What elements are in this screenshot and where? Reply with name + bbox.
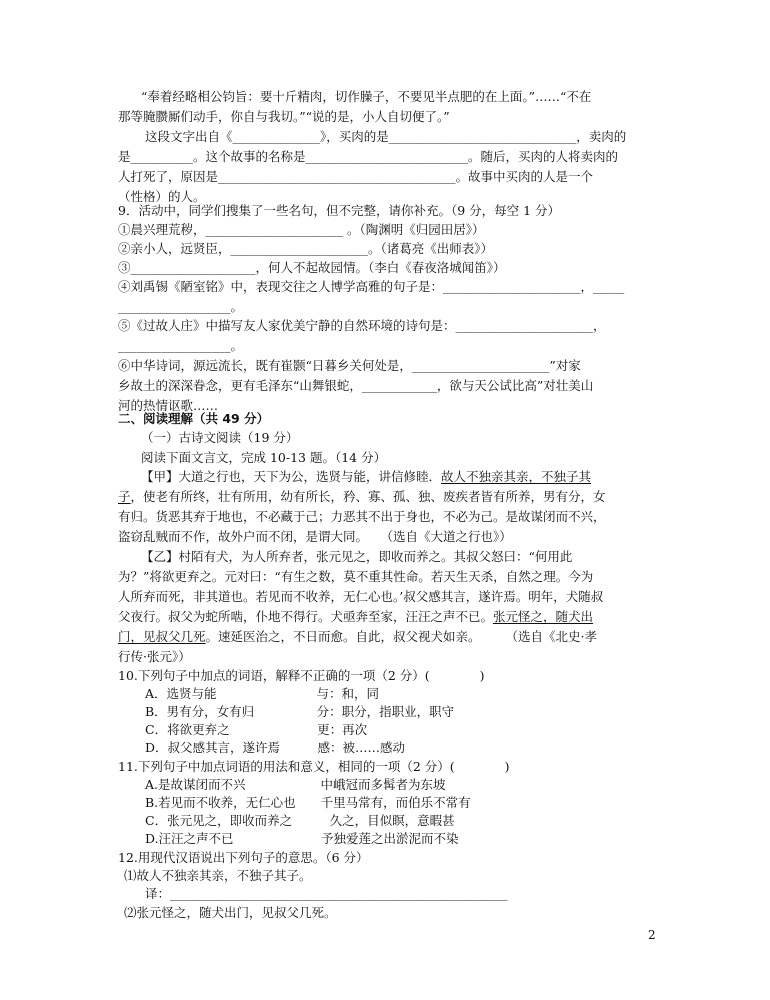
text-line bbox=[118, 201, 560, 221]
line-text: ④刘禹锡《陋室铭》中，表现交往之人博学高雅的句子是：______________________，_____ bbox=[118, 279, 625, 294]
line-text: __________________。 bbox=[118, 338, 244, 353]
text-line bbox=[118, 297, 243, 317]
line-text-rest: 。速延医治之，不日而愈。自此，叔父视犬如亲。 （选自《北史·孝 bbox=[205, 629, 597, 644]
line-text: 是__________。这个故事的名称是__________________________。随后，买肉的人将卖肉的 bbox=[118, 149, 619, 164]
line-text: “奉着经略相公钧旨：要十斤精肉，切作臊子，不要见半点肥的在上面。”……“不在 bbox=[141, 89, 592, 104]
underlined-text: 张元怪之，随犬出 bbox=[493, 609, 594, 624]
text-line bbox=[118, 376, 593, 396]
line-text: （性格）的人。 bbox=[118, 189, 206, 204]
line-text: ①晨兴理荒秽，______________________ 。（陶渊明《归园田居》） bbox=[118, 222, 485, 237]
text-line bbox=[118, 356, 581, 376]
text-line bbox=[141, 467, 591, 487]
line-text: 【甲】大道之行也，天下为公，选贤与能，讲信修睦． bbox=[141, 469, 442, 484]
line-text: A．选贤与能 与：和，同 bbox=[145, 686, 380, 701]
page-number: 2 bbox=[648, 928, 656, 942]
text-line bbox=[141, 428, 298, 448]
underlined-text: 故人不独亲其亲，不独子其 bbox=[441, 469, 592, 484]
line-text: 12.用现代汉语说出下列句子的意思。（6 分） bbox=[118, 850, 369, 865]
line-text: 父夜行。叔父为蛇所啮，仆地不得行。犬亟奔至家，汪汪之声不已。 bbox=[118, 609, 494, 624]
line-text: 这段文字出自《______________》，买肉的是______________________________，卖肉的 bbox=[145, 129, 627, 144]
text-line bbox=[118, 757, 510, 777]
line-text: B.若见而不收养，无仁心也 千里马常有，而伯乐不常有 bbox=[145, 795, 471, 810]
line-text: D.汪汪之声不已 予独爱莲之出淤泥而不染 bbox=[145, 831, 459, 846]
line-text: 那等腌臜厮们动手，你自与我切。”“说的是，小人自切便了。” bbox=[118, 109, 450, 124]
line-text: 为？”将欲更弃之。元对曰：“有生之数，莫不重其性命。若天生天杀，自然之理。今为 bbox=[118, 569, 594, 584]
line-text: 【乙】村陌有犬，为人所弃者，张元见之，即收而养之。其叔父怒曰：“何用此 bbox=[141, 549, 573, 564]
text-line bbox=[124, 866, 312, 886]
text-line bbox=[118, 277, 624, 297]
text-line bbox=[118, 409, 269, 429]
text-line bbox=[145, 811, 455, 831]
text-line bbox=[141, 448, 386, 468]
text-line bbox=[141, 87, 591, 107]
text-line bbox=[145, 720, 367, 740]
text-line bbox=[145, 738, 405, 758]
text-line bbox=[118, 316, 606, 336]
line-text-rest: ，使老有所终，壮有所用，幼有所长，矜、寡、孤、独、废疾者皆有所养，男有分，女 bbox=[130, 489, 606, 504]
line-text: 行传·张元》） bbox=[118, 649, 191, 664]
text-line bbox=[145, 127, 626, 147]
text-line bbox=[118, 167, 593, 187]
text-line bbox=[118, 647, 191, 667]
text-line bbox=[118, 567, 593, 587]
text-line bbox=[145, 884, 508, 904]
text-line bbox=[118, 220, 484, 240]
text-line bbox=[118, 147, 618, 167]
line-text: ⑤《过故人庄》中描写友人家优美宁静的自然环境的诗句是：______________________， bbox=[118, 318, 606, 333]
line-text: 9．活动中，同学们搜集了一些名句，但不完整，请你补充。（9 分，每空 1 分） bbox=[118, 203, 561, 218]
line-text: 译：______________________________________________________ bbox=[145, 886, 508, 901]
text-line bbox=[118, 607, 593, 627]
line-text: __________________。 bbox=[118, 299, 244, 314]
line-text: ⑴故人不独亲其亲，不独子其子。 bbox=[124, 868, 312, 883]
line-text: 11.下列句子中加点词语的用法和意义，相同的一项（2 分）( ) bbox=[118, 759, 510, 774]
line-text: D．叔父感其言，遂许焉 感：被……感动 bbox=[145, 740, 406, 755]
line-text: B．男有分，女有归 分：职分，指职业，职守 bbox=[145, 704, 455, 719]
line-text: 10.下列句子中加点的词语，解释不正确的一项（2 分）( ) bbox=[118, 668, 485, 683]
text-line bbox=[145, 793, 471, 813]
text-line bbox=[118, 107, 450, 127]
text-line bbox=[118, 666, 485, 686]
text-line bbox=[145, 684, 379, 704]
line-text: 阅读下面文言文，完成 10-13 题。（14 分） bbox=[141, 450, 387, 465]
text-line bbox=[118, 258, 506, 278]
line-text: A.是故谋闭而不兴 中峨冠而多髯者为东坡 bbox=[145, 777, 446, 792]
line-text: 二、阅读理解（共 49 分） bbox=[118, 411, 270, 426]
text-line bbox=[145, 775, 446, 795]
line-text: 盗窃乱贼而不作，故外户而不闭，是谓大同。 （选自《大道之行也》） bbox=[118, 529, 512, 544]
text-line bbox=[118, 239, 493, 259]
underlined-text: 门，见叔父几死 bbox=[118, 629, 206, 644]
line-text: ③____________________，何人不起故园情。（李白《春夜洛城闻笛》） bbox=[118, 260, 506, 275]
text-line bbox=[141, 547, 572, 567]
line-text: 有归。货恶其弃于地也，不必藏于己；力恶其不出于身也，不必为己。是故谋闭而不兴， bbox=[118, 509, 606, 524]
line-text: 河的热情讴歌…… bbox=[118, 398, 219, 413]
text-line bbox=[145, 829, 459, 849]
text-line bbox=[118, 336, 243, 356]
underlined-text: 子 bbox=[118, 489, 131, 504]
line-text: C．将欲更弃之 更：再次 bbox=[145, 722, 368, 737]
line-text: ⑥中华诗词，源远流长，既有崔颢“日暮乡关何处是，______________________”对家 bbox=[118, 358, 581, 373]
text-line bbox=[118, 507, 606, 527]
line-text: C．张元见之，即收而养之 久之，目似瞑，意暇甚 bbox=[145, 813, 455, 828]
line-text: ⑵张元怪之，随犬出门，见叔父几死。 bbox=[124, 905, 337, 920]
text-line bbox=[118, 487, 606, 507]
line-text: （一）古诗文阅读（19 分） bbox=[141, 430, 299, 445]
text-line bbox=[118, 848, 369, 868]
text-line bbox=[145, 702, 454, 722]
line-text: 乡故土的深深眷念，更有毛泽东“山舞银蛇，____________，欲与天公试比高”对壮美山 bbox=[118, 378, 594, 393]
line-text: 人打死了，原因是______________________________________。故事中买肉的人是一个 bbox=[118, 169, 594, 184]
text-line bbox=[118, 627, 597, 647]
text-line bbox=[124, 903, 337, 923]
text-line bbox=[118, 587, 603, 607]
line-text: 人所弃而死，非其道也。若见而不收养，无仁心也。’叔父感其言，遂许焉。明年，犬随叔 bbox=[118, 589, 604, 604]
text-line bbox=[118, 527, 512, 547]
line-text: ②亲小人，远贤臣，______________________。（诸葛亮《出师表》） bbox=[118, 241, 494, 256]
